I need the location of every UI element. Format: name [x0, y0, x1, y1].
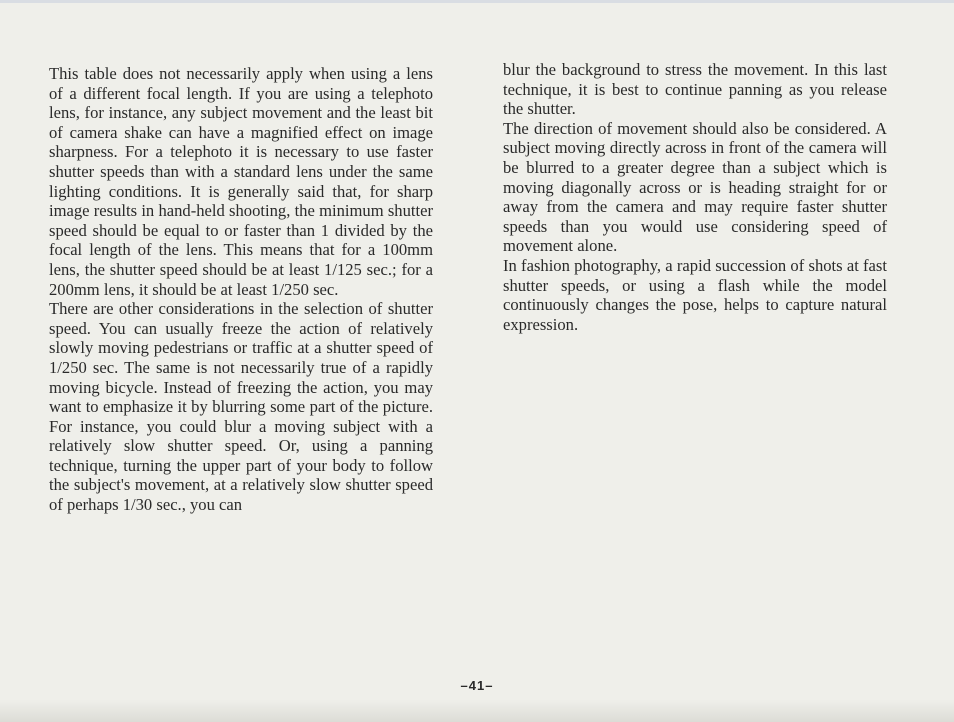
left-paragraph-1: This table does not necessarily apply when using a lens of a different focal length. If you are using a telephoto lens, for instance, any subject movement and the least bit of camera shake can have a magnified effect on image sharpness. For a telephoto it is necessary to use faster shutter speeds than with a standard lens under the same lighting conditions. It is generally said that, for sharp image results in hand-held shooting, the minimum shutter speed should be equal to or faster than 1 divided by the focal length of the lens. This means that for a 100mm lens, the shutter speed should be at least 1/125 sec.; for a 200mm lens, it should be at least 1/250 sec. [49, 64, 433, 299]
right-paragraph-3: In fashion photography, a rapid succession of shots at fast shutter speeds, or using a flash while the model continuously changes the pose, helps to capture natural expression. [503, 255, 887, 334]
page-number: –41– [460, 678, 494, 693]
left-paragraph-2: There are other considerations in the selection of shutter speed. You can usually freeze the action of relatively slowly moving pedestrians or traffic at a shutter speed of 1/250 sec. The same is not necessarily true of a rapidly moving bicycle. Instead of freezing the action, you may want to emphasize it by blurring some part of the picture. For instance, you could blur a moving subject with a relatively slow shutter speed. Or, using a panning technique, turning the upper part of your body to follow the subject's movement, at a relatively slow shutter speed of perhaps 1/30 sec., you can [49, 299, 433, 515]
right-paragraph-2: The direction of movement should also be considered. A subject moving directly across in front of the camera will be blurred to a greater degree than a subject which is moving diagonally across or is heading straight for or away from the camera and may require faster shutter speeds than you would use considering speed of movement alone. [503, 118, 887, 256]
page-top-edge [0, 0, 954, 3]
page-bottom-shade [0, 700, 954, 722]
right-text-column [503, 60, 887, 334]
left-text-column [49, 64, 433, 515]
right-paragraph-1: blur the background to stress the movement. In this last technique, it is best to continue panning as you release the shutter. [503, 60, 887, 119]
